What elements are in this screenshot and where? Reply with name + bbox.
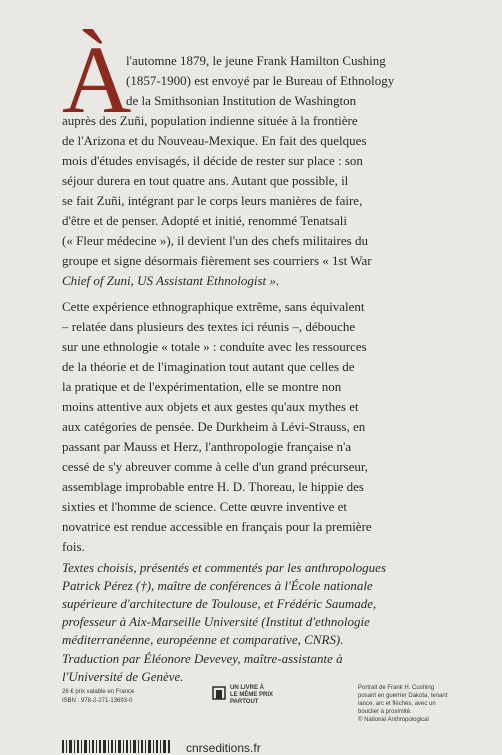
text-line: aux catégories de pensée. De Durkheim à Lévi-Strauss, en [62,419,366,434]
text-line: (« Fleur médecine »), il devient l'un des chefs militaires du [62,233,368,248]
text-line: sur une ethnologie « totale » : conduite avec les ressources [62,339,367,354]
text-line: d'être et de penser. Adopté et initié, renommé Tenatsali [62,213,347,228]
text-line: cessé de s'y abreuver comme à celle d'un grand précurseur, [62,459,368,474]
text-line: professeur à Aix-Marseille Université (Institut d'ethnologie [62,614,370,629]
cover-caption: lance, arc et flèches, avec un [358,701,436,707]
text-line: Traduction par Éléonore Devevey, maître-assistante à [62,651,343,666]
text-line: sixties et l'homme de science. Cette œuvre inventive et [62,499,348,514]
barcode-icon [62,740,172,753]
publisher-url[interactable]: cnrseditions.fr [186,741,261,755]
cover-caption: © National Anthropological [358,717,429,723]
text-line: novatrice est rendue accessible en français pour la première [62,519,372,534]
text-line: (1857-1900) est envoyé par le Bureau of Ethnology [126,73,395,88]
isbn-label: ISBN : 978-2-271-13693-0 [62,698,133,704]
drop-cap: À [62,26,132,133]
logo-text: LE MÊME PRIX [230,692,274,698]
price-label: 26 € prix valable en France [62,689,135,695]
text-line: mois d'études envisagés, il décide de rester sur place : son [62,153,363,168]
text-line: groupe et signe désormais fièrement ses courriers « 1st War [62,253,372,268]
text-line: se fait Zuñi, intégrant par le corps leurs manières de faire, [62,193,363,208]
text-line: l'Université de Genève. [62,669,184,684]
text-line: assemblage improbable entre H. D. Thoreau, le hippie des [62,479,364,494]
text-line: auprès des Zuñi, population indienne située à la frontière [62,113,358,128]
text-line: de l'Arizona et du Nouveau-Mexique. En fait des quelques [62,133,367,148]
text-line: Cette expérience ethnographique extrême, sans équivalent [62,299,365,314]
text-line: – relatée dans plusieurs des textes ici réunis –, débouche [62,319,356,334]
text-line: de la théorie et de l'imagination tout autant que celles de [62,359,355,374]
text-line: Chief of Zuni, US Assistant Ethnologist ». [62,273,280,288]
text-line: moins attentive aux objets et aux gestes qu'aux mythes et [62,399,359,414]
text-line: supérieure d'architecture de Toulouse, et Frédéric Saumade, [62,596,377,611]
text-line: Textes choisis, présentés et commentés par les anthropologues [62,560,386,575]
book-logo-icon [212,686,226,700]
cover-caption: Portrait de Frank H. Cushing [358,685,435,691]
text-line: méditerranéenne, européenne et comparative, CNRS). [62,632,344,647]
text-line: fois. [62,539,85,554]
cover-caption: bouclier à proximité. [358,709,412,715]
text-line: la pratique et de l'expérimentation, elle se montre non [62,379,342,394]
text-line: l'automne 1879, le jeune Frank Hamilton Cushing [126,53,386,68]
logo-text: UN LIVRE À [230,685,265,691]
text-line: séjour durera en tout quatre ans. Autant que possible, il [62,173,349,188]
text-line: Patrick Pérez (†), maître de conférences à l'École nationale [62,578,373,593]
logo-text: PARTOUT [230,699,259,705]
text-line: passant par Mauss et Herz, l'anthropologie française n'a [62,439,352,454]
cover-caption: posant en guerrier Dakota, tenant [358,693,448,699]
text-line: de la Smithsonian Institution de Washington [126,93,357,108]
